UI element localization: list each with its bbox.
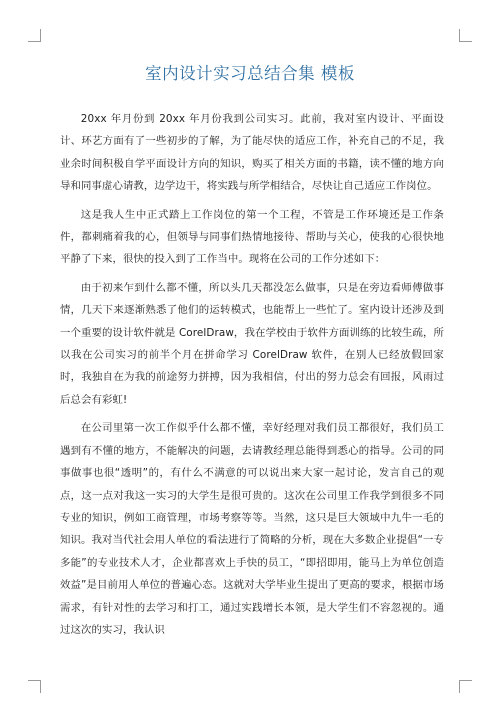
crop-mark-bottom-right: [459, 680, 472, 693]
paragraph-1: 20xx 年月份到 20xx 年月份我到公司实习。此前，我对室内设计、平面设计、环艺方面有了一些初步的了解，为了能尽快的适应工作，补充自己的不足，我业余时间积极自学平面设计方向的知识，购买了相关方面的书籍，读不懂的地方向导和同事虚心请教，边学边干，将实践与所学相结合，尽快让自己适应工作岗位。: [60, 113, 444, 193]
crop-mark-bottom-left: [28, 680, 41, 693]
crop-mark-top-right: [459, 29, 472, 42]
paragraph-3: 由于初来乍到什么都不懂，所以头几天都没怎么做事，只是在旁边看师傅做事情，几天下来逐渐熟悉了他们的运转模式，也能帮上一些忙了。室内设计还涉及到一个重要的设计软件就是 CorelDraw，我在学校由于软件方面训练的比较生疏，所以我在公司实习的前半个月在拼命学习 CorelDraw 软件，在别人已经放假回家时，我独自在为我的前途努力拼搏，因为我相信，付出的努力总会有回报，风雨过后总会有彩虹!: [60, 281, 444, 406]
document-body: [60, 108, 444, 647]
paragraph-4: 在公司里第一次工作似乎什么都不懂，幸好经理对我们员工都很好，我们员工遇到有不懂的地方，不能解决的问题，去请教经理总能得到悉心的指导。公司的同事做事也很“透明”的，有什么不满意的可以说出来大家一起讨论，发言自己的观点，这一点对我这一实习的大学生是很可贵的。这次在公司里工作我学到很多不同专业的知识，例如工商管理，市场考察等等。当然，这只是巨大领域中九牛一毛的知识。我对当代社会用人单位的看法进行了简略的分析，现在大多数企业提倡“一专多能”的专业技术人才，企业都喜欢上手快的员工，“即招即用，能马上为单位创造效益”是目前用人单位的普遍心态。这就对大学毕业生提出了更高的要求，根据市场需求，有针对性的去学习和打工，通过实践增长本领，是大学生们不容忽视的。通过这次的实习，我认识: [60, 422, 444, 636]
paragraph-2: 这是我人生中正式踏上工作岗位的第一个工程，不管是工作环境还是工作条件，都刺痛着我的心，但领导与同事们热情地接待、帮助与关心，使我的心很快地平静了下来，很快的投入到了工作当中。现将在公司的工作分述如下：: [60, 208, 444, 266]
crop-mark-top-left: [28, 29, 41, 42]
document-title: 室内设计实习总结合集 模板: [145, 64, 355, 83]
